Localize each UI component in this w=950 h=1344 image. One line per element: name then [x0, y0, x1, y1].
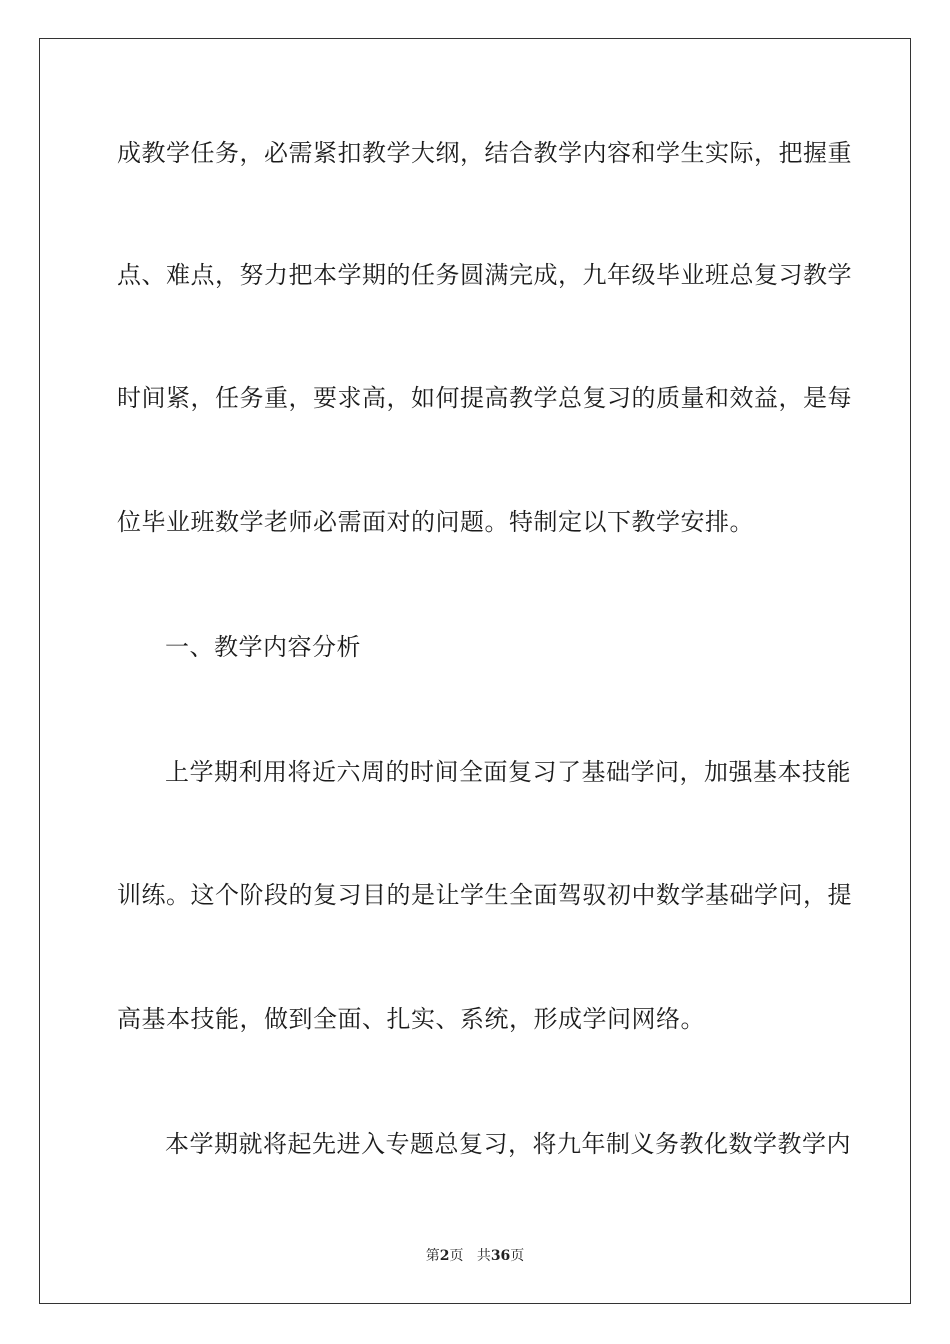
- page-border: [39, 38, 911, 1304]
- total-suffix: 页: [510, 1248, 525, 1264]
- section-heading: 一、教学内容分析: [165, 633, 361, 661]
- paragraph-line-7: 高基本技能，做到全面、扎实、系统，形成学问网络。: [117, 1005, 705, 1033]
- paragraph-line-6: 训练。这个阶段的复习目的是让学生全面驾驭初中数学基础学问，提: [117, 881, 852, 909]
- total-prefix: 共: [476, 1248, 491, 1264]
- page-footer: [0, 1247, 950, 1265]
- paragraph-line-4: 位毕业班数学老师必需面对的问题。特制定以下教学安排。: [117, 508, 754, 536]
- page-suffix: 页: [449, 1248, 464, 1264]
- paragraph-line-8: 本学期就将起先进入专题总复习，将九年制义务教化数学教学内: [165, 1130, 851, 1158]
- paragraph-line-3: 时间紧，任务重，要求高，如何提高教学总复习的质量和效益，是每: [117, 384, 852, 412]
- paragraph-line-1: 成教学任务，必需紧扣教学大纲，结合教学内容和学生实际，把握重: [117, 139, 852, 167]
- total-pages: 36: [490, 1248, 511, 1264]
- paragraph-line-5: 上学期利用将近六周的时间全面复习了基础学问，加强基本技能: [165, 758, 851, 786]
- paragraph-line-2: 点、难点，努力把本学期的任务圆满完成，九年级毕业班总复习教学: [117, 261, 852, 289]
- page-prefix: 第: [425, 1248, 440, 1264]
- page-number: 2: [439, 1248, 450, 1264]
